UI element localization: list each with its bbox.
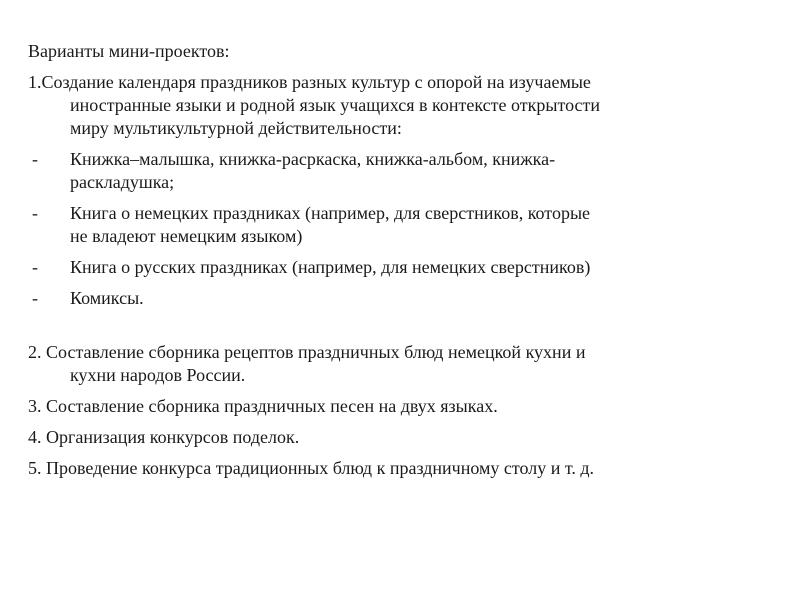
slide-content bbox=[28, 40, 748, 488]
bullet-item-1-line-2: раскладушка; bbox=[70, 172, 175, 192]
project-item-5 bbox=[28, 457, 748, 480]
bullet-item-2-line-1: Книга о немецких праздниках (например, для сверстников, которые bbox=[70, 203, 591, 223]
project-item-1-line-1: 1.Создание календаря праздников разных культур с опорой на изучаемые bbox=[28, 72, 591, 92]
project-item-2 bbox=[28, 341, 748, 387]
project-item-3-text: 3. Составление сборника праздничных песен на двух языках. bbox=[28, 396, 498, 416]
bullet-item-4 bbox=[28, 287, 748, 310]
bullet-dash: - bbox=[32, 149, 38, 169]
bullet-item-2 bbox=[28, 202, 748, 248]
project-item-2-line-1: 2. Составление сборника рецептов праздничных блюд немецкой кухни и bbox=[28, 342, 586, 362]
bullet-dash: - bbox=[32, 257, 38, 277]
project-item-2-line-2: кухни народов России. bbox=[70, 365, 246, 385]
bullet-dash: - bbox=[32, 203, 38, 223]
project-item-4 bbox=[28, 426, 748, 449]
project-item-4-text: 4. Организация конкурсов поделок. bbox=[28, 427, 300, 447]
bullet-item-4-line-1: Комиксы. bbox=[70, 288, 144, 308]
project-item-3 bbox=[28, 395, 748, 418]
project-item-1-line-3: миру мультикультурной действительности: bbox=[70, 118, 402, 138]
bullet-item-1 bbox=[28, 148, 748, 194]
bullet-item-3-line-1: Книга о русских праздниках (например, для немецких сверстников) bbox=[70, 257, 591, 277]
project-item-5-text: 5. Проведение конкурса традиционных блюд к праздничному столу и т. д. bbox=[28, 458, 595, 478]
bullet-item-1-line-1: Книжка–малышка, книжка-расркаска, книжка-альбом, книжка- bbox=[70, 149, 556, 169]
project-item-1-line-2: иностранные языки и родной язык учащихся в контексте открытости bbox=[70, 95, 601, 115]
bullet-item-2-line-2: не владеют немецким языком) bbox=[70, 226, 303, 246]
spacer bbox=[28, 318, 748, 341]
bullet-item-3 bbox=[28, 256, 748, 279]
bullet-dash: - bbox=[32, 288, 38, 308]
heading-text: Варианты мини-проектов: bbox=[28, 41, 230, 61]
project-item-1 bbox=[28, 71, 748, 140]
heading-paragraph bbox=[28, 40, 748, 63]
